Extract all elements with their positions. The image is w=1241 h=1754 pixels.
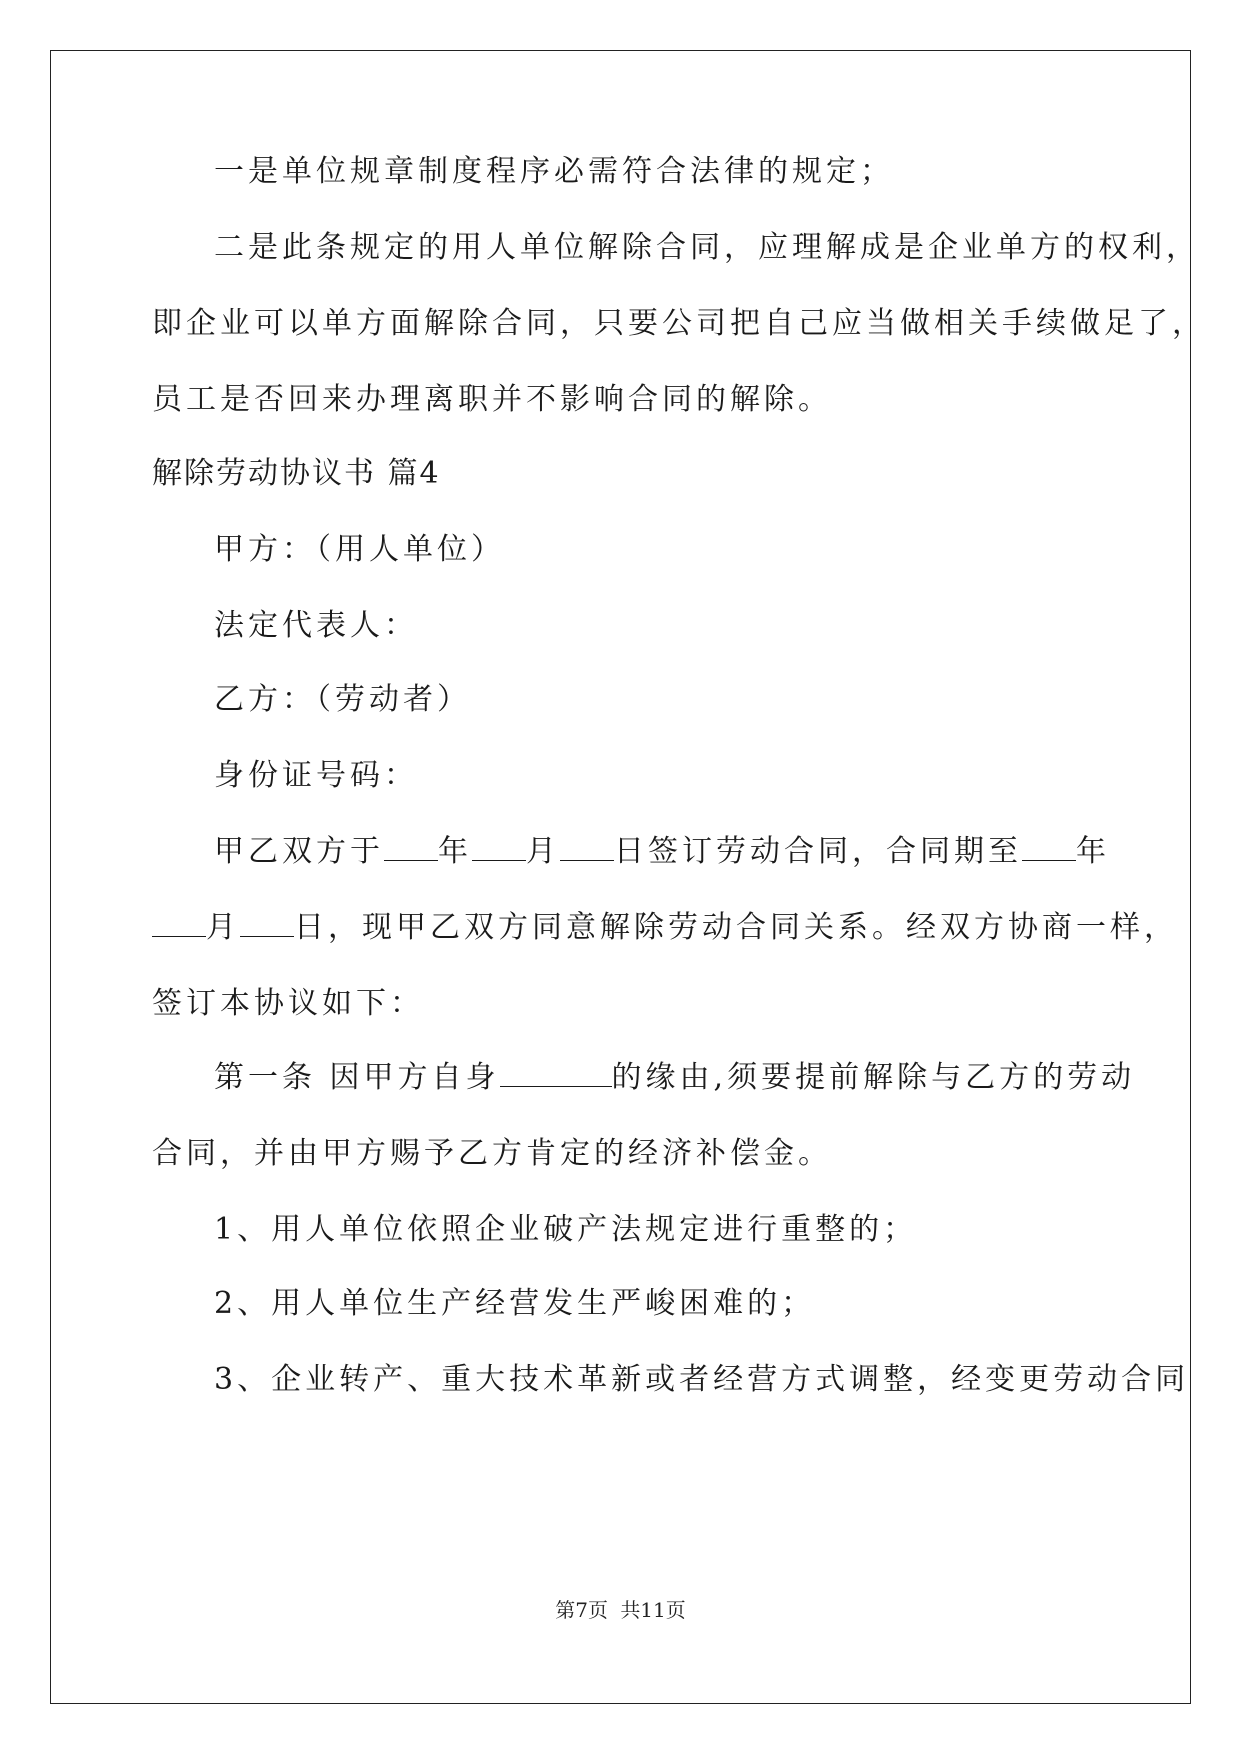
text-fragment: 年 bbox=[1076, 834, 1110, 869]
end-day-blank bbox=[240, 908, 294, 937]
section-heading: 解除劳动协议书 篇4 bbox=[152, 456, 441, 491]
legal-representative-line: 法定代表人： bbox=[214, 608, 418, 643]
page-footer bbox=[0, 1598, 1241, 1622]
text-fragment: 日签订劳动合同，合同期至 bbox=[614, 834, 1022, 869]
list-item: 2、用人单位生产经营发生严峻困难的； bbox=[214, 1286, 816, 1321]
text-fragment: 的缘由,须要提前解除与乙方的劳动 bbox=[611, 1060, 1136, 1095]
paragraph-line: 员工是否回来办理离职并不影响合同的解除。 bbox=[152, 382, 832, 417]
month-blank bbox=[472, 832, 526, 861]
end-month-blank bbox=[152, 908, 206, 937]
contract-end-line bbox=[152, 908, 1178, 948]
id-number-line: 身份证号码： bbox=[214, 758, 418, 793]
text-fragment: 月 bbox=[526, 834, 560, 869]
text-fragment: 日，现甲乙双方同意解除劳动合同关系。经双方协商一样， bbox=[294, 910, 1178, 945]
day-blank bbox=[560, 832, 614, 861]
party-a-line: 甲方：（用人单位） bbox=[214, 532, 505, 567]
article-one-line bbox=[214, 1058, 1135, 1098]
page-total: 共11页 bbox=[620, 1598, 686, 1622]
end-year-blank bbox=[1022, 832, 1076, 861]
reason-blank bbox=[500, 1058, 612, 1087]
page-border bbox=[50, 50, 1191, 1704]
paragraph-line: 一是单位规章制度程序必需符合法律的规定； bbox=[214, 154, 894, 189]
paragraph-line: 即企业可以单方面解除合同，只要公司把自己应当做相关手续做足了， bbox=[152, 306, 1206, 341]
year-blank bbox=[384, 832, 438, 861]
text-fragment: 年 bbox=[438, 834, 472, 869]
text-fragment: 甲乙双方于 bbox=[214, 834, 384, 869]
text-fragment: 第一条 因甲方自身 bbox=[214, 1060, 500, 1095]
paragraph-line: 签订本协议如下： bbox=[152, 986, 424, 1021]
list-item: 3、企业转产、重大技术革新或者经营方式调整，经变更劳动合同 bbox=[214, 1362, 1190, 1397]
page-number: 第7页 bbox=[555, 1598, 608, 1622]
paragraph-line: 合同，并由甲方赐予乙方肯定的经济补偿金。 bbox=[152, 1136, 832, 1171]
text-fragment: 月 bbox=[206, 910, 240, 945]
signing-date-line bbox=[214, 832, 1110, 872]
paragraph-line: 二是此条规定的用人单位解除合同，应理解成是企业单方的权利， bbox=[214, 230, 1200, 265]
list-item: 1、用人单位依照企业破产法规定进行重整的； bbox=[214, 1212, 918, 1247]
party-b-line: 乙方：（劳动者） bbox=[214, 682, 471, 717]
